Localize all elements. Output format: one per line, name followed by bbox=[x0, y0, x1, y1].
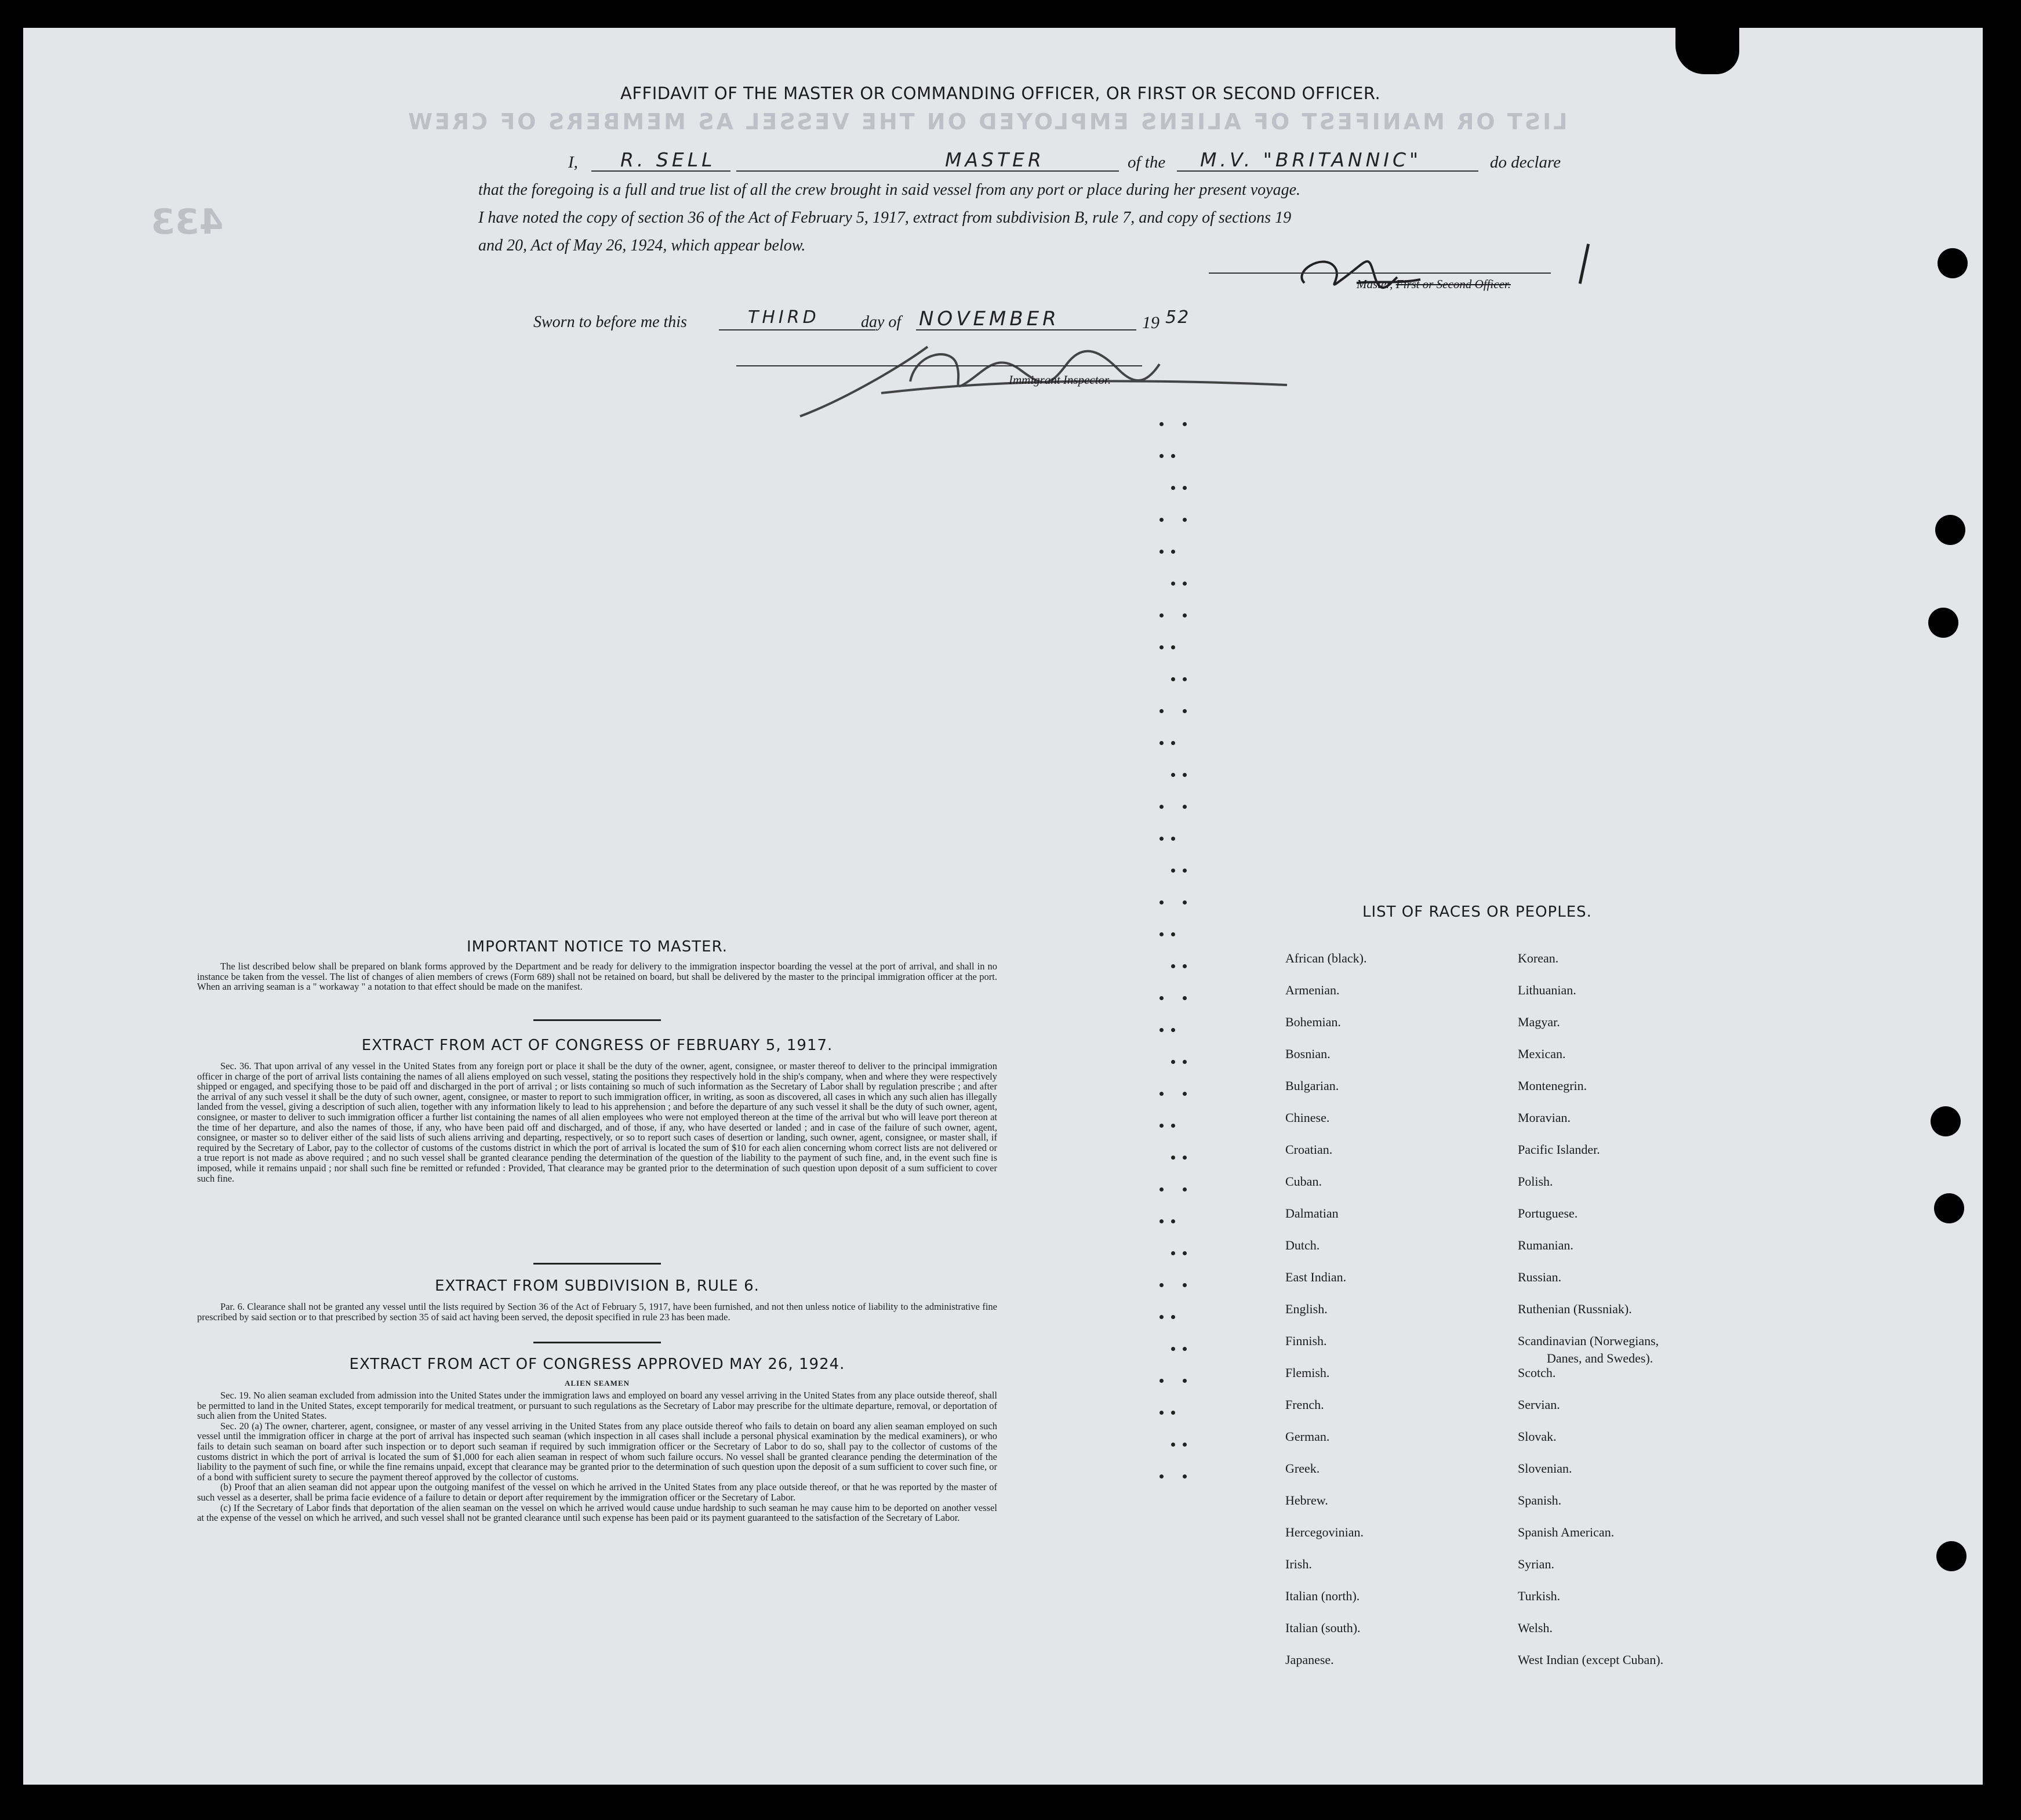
leader-dot bbox=[1171, 486, 1175, 490]
leader-dot bbox=[1159, 741, 1164, 745]
leader-dot bbox=[1171, 932, 1175, 936]
race-item: Polish. bbox=[1518, 1174, 1553, 1189]
vessel-underline bbox=[1177, 170, 1478, 172]
leader-dot bbox=[1159, 1028, 1164, 1032]
act1917-body bbox=[197, 1061, 997, 1183]
act1924-subtitle: ALIEN SEAMEN bbox=[564, 1379, 630, 1387]
notice-title: IMPORTANT NOTICE TO MASTER. bbox=[466, 938, 728, 956]
leader-dot bbox=[1171, 1443, 1175, 1447]
race-item: Pacific Islander. bbox=[1518, 1142, 1600, 1157]
leader-dot bbox=[1159, 996, 1164, 1000]
leader-dot bbox=[1159, 422, 1164, 426]
leader-dot bbox=[1171, 1315, 1175, 1319]
leader-dot bbox=[1159, 645, 1164, 649]
leader-dot bbox=[1183, 1187, 1187, 1191]
leader-dot bbox=[1183, 1060, 1187, 1064]
leader-dot bbox=[1159, 1124, 1164, 1128]
race-item: Korean. bbox=[1518, 951, 1559, 965]
leader-dot bbox=[1183, 709, 1187, 713]
leader-dot bbox=[1159, 1315, 1164, 1319]
leader-dot bbox=[1171, 1028, 1175, 1032]
affidavit-i: I, bbox=[568, 153, 578, 172]
leader-dot bbox=[1171, 964, 1175, 968]
signature-caption-master: Master, bbox=[1357, 277, 1393, 291]
leader-dot bbox=[1183, 1283, 1187, 1287]
affidavit-title: AFFIDAVIT OF THE MASTER OR COMMANDING OFFICER, OR FIRST OR SECOND OFFICER. bbox=[620, 83, 1381, 103]
of-the-text: of the bbox=[1128, 153, 1166, 172]
race-item: Finnish. bbox=[1285, 1334, 1327, 1348]
race-item: Italian (south). bbox=[1285, 1621, 1361, 1635]
race-item: English. bbox=[1285, 1302, 1328, 1316]
race-item: Slovenian. bbox=[1518, 1461, 1572, 1476]
act1917-title: EXTRACT FROM ACT OF CONGRESS OF FEBRUARY 5, 1917. bbox=[361, 1037, 833, 1054]
race-item: Welsh. bbox=[1518, 1621, 1553, 1635]
leader-dot bbox=[1183, 900, 1187, 904]
act1917-sec36: Sec. 36. That upon arrival of any vessel in the United States from any foreign port or place it shall be the duty of the owner, agent, consignee, or master thereof to deliver to the principal immigration officer in charge of the port of arrival lists containing the names of all aliens employed on such vessel, stating the positions they respectively hold in the ship's company, when and where they were respectively shipped or engaged, and specifying those to be paid off and discharged in the port of arrival ; or lists containing so much of such information as the Secretary of Labor shall by regulation prescribe ; and after the arrival of any such vessel it shall be the duty of such owner, agent, consignee, or master to report to such immigration officer, in writing, as soon as discovered, all cases in which any such alien has illegally landed from the vessel, giving a description of such alien, together with any information likely to lead to his apprehension ; and before the departure of any such vessel it shall be the duty of such owner, agent, consignee, or master to deliver to such immigration officer a further list containing the names of all alien employees who were not employed thereon at the time of the arrival but who will leave port thereon at the time of her departure, and also the names of those, if any, who have been paid off and discharged, and of those, if any, who have deserted or landed ; and in case of the failure of such owner, agent, consignee, or master so to deliver either of the said lists of such aliens arriving and departing, respectively, or so to report such cases of desertion or landing, such owner, agent, consignee, or master shall, if required by the Secretary of Labor, pay to the collector of customs of the customs district in which the port of arrival is located the sum of $10 for each alien concerning whom correct lists are not delivered or a true report is not made as above required ; and no such vessel shall be granted clearance pending the determination of the question of the liability to the payment of such fine, and, in the event such fine is imposed, while it remains unpaid ; nor shall such fine be remitted or refunded : Provided, That clearance may be granted prior to the determination of such question upon deposit of a sum sufficient to cover such fine. bbox=[197, 1060, 997, 1184]
leader-dot bbox=[1183, 1156, 1187, 1160]
leader-dot bbox=[1159, 900, 1164, 904]
subdivision-title: EXTRACT FROM SUBDIVISION B, RULE 6. bbox=[435, 1277, 759, 1295]
leader-dot bbox=[1171, 1156, 1175, 1160]
act1924-sec19: Sec. 19. No alien seaman excluded from admission into the United States under the immigration laws and employed on board any vessel arriving in the United States from any place outside thereof, shall be permitted to land in the United States, except temporarily for medical treatment, or pursuant to such regulations as the Secretary of Labor may prescribe for the ultimate departure, removal, or deportation of such alien from the United States. bbox=[197, 1390, 997, 1422]
race-item: Scotch. bbox=[1518, 1365, 1556, 1380]
signature-tick-mark bbox=[1579, 244, 1590, 284]
leader-dot bbox=[1171, 741, 1175, 745]
race-item: Rumanian. bbox=[1518, 1238, 1573, 1252]
race-item: Slovak. bbox=[1518, 1429, 1557, 1444]
sworn-day-of: day of bbox=[861, 313, 902, 331]
master-name-field: R. SELL bbox=[620, 148, 716, 171]
leader-dot bbox=[1183, 677, 1187, 681]
race-item: Hercegovinian. bbox=[1285, 1525, 1364, 1539]
leader-dot bbox=[1183, 518, 1187, 522]
race-item: Spanish American. bbox=[1518, 1525, 1615, 1539]
race-item: Moravian. bbox=[1518, 1110, 1571, 1125]
leader-dot bbox=[1171, 582, 1175, 586]
affidavit-line-3: I have noted the copy of section 36 of the Act of February 5, 1917, extract from subdivision B, rule 7, and copy of sections 19 bbox=[478, 209, 1292, 227]
act1924-sec20b: (b) Proof that an alien seaman did not appear upon the outgoing manifest of the vessel on which he arrived in the United States from any place outside thereof, or that he was reported by the master of such vessel as a deserter, shall be prima facie evidence of a failure to detain or deport after requirement by the immigration officer or the Secretary of Labor. bbox=[197, 1481, 997, 1503]
race-item: Magyar. bbox=[1518, 1015, 1560, 1029]
leader-dot bbox=[1183, 422, 1187, 426]
race-item: Croatian. bbox=[1285, 1142, 1333, 1157]
race-item: German. bbox=[1285, 1429, 1330, 1444]
punch-hole bbox=[1931, 1106, 1961, 1136]
leader-dot bbox=[1159, 613, 1164, 617]
sworn-year-print: 19 bbox=[1142, 313, 1159, 332]
act1924-sec20a: Sec. 20 (a) The owner, charterer, agent, consignee, or master of any vessel arriving in the United States from any place outside thereof who fails to detain on board any alien seaman employed on such vessel until the immigration officer in charge at the port of arrival has inspected such seaman (which inspection in all cases shall include a personal physical examination by the medical examiners), or who fails to detain such seaman on board after such inspection or to deport such seaman if required by such immigration officer or the Secretary of Labor to do so, shall pay to the collector of customs of the customs district in which the port of arrival is located the sum of $1,000 for each alien seaman in respect of whom such failure occurs. No vessel shall be granted clearance pending the determination of the liability to the payment of such fine, or while the fine remains unpaid, except that clearance may be granted prior to the determination of such question upon the deposit of a sum sufficient to cover such fine, or of a bond with sufficient surety to secure the payment thereof approved by the collector of customs. bbox=[197, 1420, 997, 1483]
master-signature-line bbox=[1209, 273, 1551, 274]
race-item: Chinese. bbox=[1285, 1110, 1330, 1125]
rank-field: MASTER bbox=[945, 148, 1045, 171]
leader-dot bbox=[1159, 518, 1164, 522]
act1924-sec20c: (c) If the Secretary of Labor finds that deportation of the alien seaman on the vessel on which he arrived would cause undue hardship to such seaman he may cause him to be deported on another vessel at the expense of the vessel on which he arrived, and such vessel shall not be granted clearance until such expense has been paid or its payment guaranteed to the satisfaction of the Secretary of Labor. bbox=[197, 1502, 997, 1524]
leader-dot bbox=[1171, 645, 1175, 649]
master-name-underline bbox=[591, 170, 730, 172]
race-item: Dalmatian bbox=[1285, 1206, 1339, 1220]
leader-dot bbox=[1183, 486, 1187, 490]
leader-dot bbox=[1183, 964, 1187, 968]
act1924-title: EXTRACT FROM ACT OF CONGRESS APPROVED MAY 26, 1924. bbox=[349, 1356, 845, 1373]
races-title: LIST OF RACES OR PEOPLES. bbox=[1362, 903, 1592, 921]
leader-dot bbox=[1183, 1379, 1187, 1383]
race-item: Hebrew. bbox=[1285, 1493, 1328, 1507]
punch-hole bbox=[1934, 1193, 1964, 1223]
act1924-body bbox=[197, 1390, 997, 1523]
leader-dot bbox=[1171, 869, 1175, 873]
race-item: Servian. bbox=[1518, 1397, 1560, 1412]
race-item: Greek. bbox=[1285, 1461, 1320, 1476]
race-item: Turkish. bbox=[1518, 1589, 1561, 1603]
leader-dot bbox=[1183, 1092, 1187, 1096]
race-item: Lithuanian. bbox=[1518, 983, 1576, 997]
subdivision-par6: Par. 6. Clearance shall not be granted any vessel until the lists required by Section 36 of the Act of February 5, 1917, have been furnished, and not then unless notice of liability to the administrative fine prescribed by said section or to that prescribed by section 35 of said act having been served, the deposit specified in rule 23 has been made. bbox=[197, 1301, 997, 1323]
leader-dot bbox=[1159, 932, 1164, 936]
race-item: Flemish. bbox=[1285, 1365, 1330, 1380]
leader-dot bbox=[1159, 1474, 1164, 1478]
inspector-signature-line bbox=[736, 365, 1142, 366]
master-signature-caption bbox=[1357, 277, 1511, 292]
leader-dot bbox=[1171, 773, 1175, 777]
leader-dot bbox=[1171, 1060, 1175, 1064]
race-item: West Indian (except Cuban). bbox=[1518, 1652, 1664, 1667]
notice-body bbox=[197, 961, 997, 992]
race-item: Spanish. bbox=[1518, 1493, 1562, 1507]
notice-paragraph: The list described below shall be prepared on blank forms approved by the Department and be ready for delivery to the immigration inspector boarding the vessel at the port of arrival, and shall in no instance be taken from the vessel. The list of changes of alien members of crews (Form 689) shall not be retained on board, but shall be delivered by the master to the principal immigration officer at the port. When an arriving seaman is a " workaway " a notation to that effect should be made on the manifest. bbox=[197, 961, 997, 993]
bleed-through-header: LIST OR MANIFEST OF ALIENS EMPLOYED ON THE VESSEL AS MEMBERS OF CREW bbox=[406, 109, 1568, 135]
leader-dot bbox=[1183, 1347, 1187, 1351]
leader-dot bbox=[1183, 773, 1187, 777]
punch-hole bbox=[1935, 515, 1965, 545]
affidavit-line-4: and 20, Act of May 26, 1924, which appear below. bbox=[478, 237, 806, 255]
leader-dot bbox=[1159, 709, 1164, 713]
race-item: Irish. bbox=[1285, 1557, 1312, 1571]
document-sheet bbox=[23, 28, 1983, 1785]
race-item: Danes, and Swedes). bbox=[1547, 1351, 1653, 1365]
rule-divider-3 bbox=[533, 1342, 661, 1343]
leader-dot bbox=[1171, 1219, 1175, 1223]
race-item: Mexican. bbox=[1518, 1047, 1566, 1061]
race-item: Syrian. bbox=[1518, 1557, 1554, 1571]
leader-dot bbox=[1183, 805, 1187, 809]
race-item: Ruthenian (Russniak). bbox=[1518, 1302, 1632, 1316]
leader-dot bbox=[1183, 1474, 1187, 1478]
leader-dot bbox=[1171, 677, 1175, 681]
leader-dot bbox=[1183, 613, 1187, 617]
master-signature bbox=[1287, 242, 1438, 306]
sworn-day-field: THIRD bbox=[748, 307, 820, 328]
leader-dot bbox=[1183, 1443, 1187, 1447]
leader-dot bbox=[1171, 454, 1175, 458]
do-declare-text: do declare bbox=[1490, 153, 1561, 172]
leader-dot bbox=[1171, 837, 1175, 841]
race-item: Cuban. bbox=[1285, 1174, 1322, 1189]
race-item: Bulgarian. bbox=[1285, 1078, 1339, 1093]
race-item: Montenegrin. bbox=[1518, 1078, 1587, 1093]
race-item: French. bbox=[1285, 1397, 1324, 1412]
leader-dot bbox=[1171, 550, 1175, 554]
leader-dot bbox=[1183, 869, 1187, 873]
leader-dot bbox=[1159, 550, 1164, 554]
race-item: African (black). bbox=[1285, 951, 1367, 965]
race-item: Japanese. bbox=[1285, 1652, 1334, 1667]
affidavit-line-2: that the foregoing is a full and true list of all the crew brought in said vessel from any port or place during her present voyage. bbox=[478, 181, 1301, 199]
punch-hole bbox=[1936, 1541, 1967, 1571]
rank-underline bbox=[736, 170, 1119, 172]
sworn-month-field: NOVEMBER bbox=[919, 307, 1060, 330]
leader-dot bbox=[1183, 1251, 1187, 1255]
race-item: Italian (north). bbox=[1285, 1589, 1360, 1603]
race-item: East Indian. bbox=[1285, 1270, 1347, 1284]
leader-dot bbox=[1171, 1124, 1175, 1128]
bleed-through-page-number: 433 bbox=[151, 202, 224, 242]
leader-dot bbox=[1171, 1251, 1175, 1255]
punch-hole bbox=[1938, 248, 1968, 278]
leader-dot bbox=[1159, 1092, 1164, 1096]
race-item: Dutch. bbox=[1285, 1238, 1320, 1252]
race-item: Bosnian. bbox=[1285, 1047, 1331, 1061]
race-item: Scandinavian (Norwegians, bbox=[1518, 1334, 1659, 1348]
leader-dot bbox=[1159, 1187, 1164, 1191]
leader-dot bbox=[1159, 1219, 1164, 1223]
rule-divider-1 bbox=[533, 1019, 661, 1021]
sworn-year-hand: 52 bbox=[1165, 307, 1190, 328]
leader-dot bbox=[1159, 805, 1164, 809]
vessel-name-field: M.V. "BRITANNIC" bbox=[1200, 148, 1422, 171]
race-item: Armenian. bbox=[1285, 983, 1340, 997]
leader-dot bbox=[1159, 1379, 1164, 1383]
race-item: Russian. bbox=[1518, 1270, 1562, 1284]
leader-dot bbox=[1183, 582, 1187, 586]
leader-dot bbox=[1159, 837, 1164, 841]
rule-divider-2 bbox=[533, 1263, 661, 1265]
leader-dot bbox=[1159, 1411, 1164, 1415]
inspector-caption: Immigrant Inspector. bbox=[1009, 373, 1111, 387]
leader-dot bbox=[1159, 454, 1164, 458]
torn-corner bbox=[1675, 28, 1739, 74]
signature-caption-struck: First or Second Officer. bbox=[1395, 277, 1511, 291]
race-item: Portuguese. bbox=[1518, 1206, 1578, 1220]
leader-dot bbox=[1171, 1347, 1175, 1351]
punch-hole bbox=[1928, 608, 1958, 638]
leader-dot bbox=[1171, 1411, 1175, 1415]
leader-dot bbox=[1183, 996, 1187, 1000]
sworn-prefix: Sworn to before me this bbox=[533, 313, 687, 331]
race-item: Bohemian. bbox=[1285, 1015, 1341, 1029]
leader-dot bbox=[1159, 1283, 1164, 1287]
subdivision-body bbox=[197, 1302, 997, 1322]
